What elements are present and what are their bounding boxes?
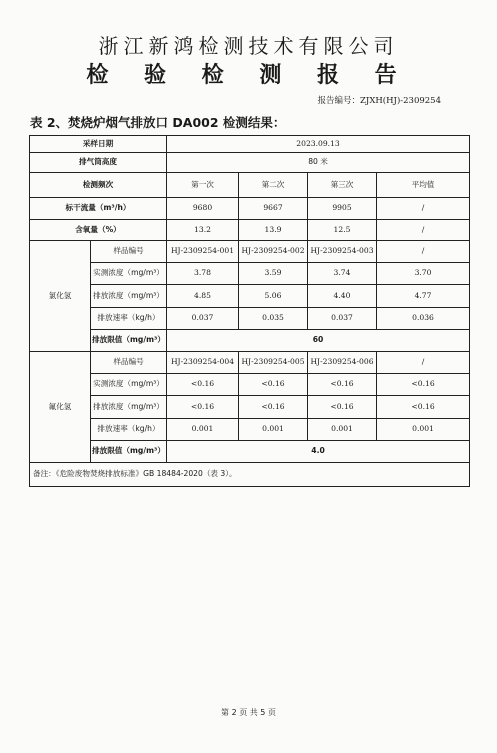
emission-rate-value: 0.037 [167, 308, 239, 330]
sample-id: HJ-2309254-001 [167, 241, 239, 263]
row-note [30, 463, 470, 487]
results-table [29, 135, 470, 487]
emission-conc-value: <0.16 [377, 396, 470, 419]
row-hcl-measured [30, 263, 470, 285]
emission-rate-value: 0.035 [239, 308, 308, 330]
stack-height-value: 80 米 [167, 153, 470, 173]
report-title: 检 验 检 测 报 告 [86, 63, 411, 88]
flow-label: 标干流量（m³/h） [30, 198, 167, 220]
sample-id: HJ-2309254-005 [239, 352, 308, 374]
emission-conc-value: <0.16 [239, 396, 308, 419]
report-number-value: ZJXH(HJ)-2309254 [360, 96, 441, 106]
measured-value: 3.70 [377, 263, 470, 285]
stack-height-label: 排气筒高度 [30, 153, 167, 173]
emission-rate-value: 0.001 [167, 419, 239, 441]
measured-value: <0.16 [308, 374, 377, 396]
measured-label: 实测浓度（mg/m³） [91, 263, 167, 285]
freq-avg: 平均值 [377, 173, 470, 198]
oxygen-label: 含氧量（%） [30, 220, 167, 241]
freq-1: 第一次 [167, 173, 239, 198]
row-hcl-emission-conc [30, 285, 470, 308]
sampling-date-label: 采样日期 [30, 136, 167, 153]
emission-conc-label: 排放浓度（mg/m³） [91, 396, 167, 419]
row-hf-emission-conc [30, 396, 470, 419]
row-oxygen [30, 220, 470, 241]
row-hf-samples [30, 352, 470, 374]
emission-rate-label: 排放速率（kg/h） [91, 419, 167, 441]
row-hf-emission-rate [30, 419, 470, 441]
emission-rate-value: 0.001 [377, 419, 470, 441]
emission-rate-value: 0.036 [377, 308, 470, 330]
row-hf-measured [30, 374, 470, 396]
sample-id: HJ-2309254-004 [167, 352, 239, 374]
page-number: 第 2 页 共 5 页 [221, 708, 276, 717]
emission-conc-value: 5.06 [239, 285, 308, 308]
emission-rate-value: 0.037 [308, 308, 377, 330]
emission-rate-value: 0.001 [239, 419, 308, 441]
oxygen-cell: 13.2 [167, 220, 239, 241]
row-hf-limit [30, 441, 470, 463]
measured-value: 3.78 [167, 263, 239, 285]
limit-label: 排放限值（mg/m³） [91, 441, 167, 463]
measured-value: <0.16 [167, 374, 239, 396]
report-number-label: 报告编号： [317, 96, 361, 106]
sample-id: HJ-2309254-002 [239, 241, 308, 263]
sampling-date-value: 2023.09.13 [167, 136, 470, 153]
emission-rate-value: 0.001 [308, 419, 377, 441]
emission-conc-value: <0.16 [167, 396, 239, 419]
emission-conc-value: <0.16 [308, 396, 377, 419]
company-name: 浙江新鸿检测技术有限公司 [98, 34, 399, 58]
limit-value: 60 [167, 330, 470, 352]
row-sampling-date [30, 136, 470, 153]
sample-label: 样品编号 [91, 241, 167, 263]
flow-cell: / [377, 198, 470, 220]
emission-rate-label: 排放速率（kg/h） [91, 308, 167, 330]
limit-label: 排放限值（mg/m³） [91, 330, 167, 352]
sample-id: HJ-2309254-003 [308, 241, 377, 263]
sample-id: HJ-2309254-006 [308, 352, 377, 374]
frequency-label: 检测频次 [30, 173, 167, 198]
report-number [318, 94, 441, 106]
sample-id: / [377, 241, 470, 263]
limit-value: 4.0 [167, 441, 470, 463]
measured-value: 3.59 [239, 263, 308, 285]
row-frequency [30, 173, 470, 198]
freq-2: 第二次 [239, 173, 308, 198]
row-hcl-emission-rate [30, 308, 470, 330]
measured-value: <0.16 [377, 374, 470, 396]
table-title: 表 2、焚烧炉烟气排放口 DA002 检测结果： [30, 115, 286, 130]
emission-conc-value: 4.85 [167, 285, 239, 308]
sample-id: / [377, 352, 470, 374]
table-note: 备注：《危险废物焚烧排放标准》GB 18484-2020（表 3）。 [30, 463, 470, 487]
pollutant-name-hcl: 氯化氢 [30, 241, 91, 352]
row-hcl-samples [30, 241, 470, 263]
flow-cell: 9680 [167, 198, 239, 220]
oxygen-cell: 12.5 [308, 220, 377, 241]
row-flow [30, 198, 470, 220]
measured-value: 3.74 [308, 263, 377, 285]
flow-cell: 9905 [308, 198, 377, 220]
emission-conc-label: 排放浓度（mg/m³） [91, 285, 167, 308]
emission-conc-value: 4.77 [377, 285, 470, 308]
oxygen-cell: 13.9 [239, 220, 308, 241]
row-stack-height [30, 153, 470, 173]
measured-value: <0.16 [239, 374, 308, 396]
sample-label: 样品编号 [91, 352, 167, 374]
oxygen-cell: / [377, 220, 470, 241]
flow-cell: 9667 [239, 198, 308, 220]
row-hcl-limit [30, 330, 470, 352]
freq-3: 第三次 [308, 173, 377, 198]
pollutant-name-hf: 氟化氢 [30, 352, 91, 463]
emission-conc-value: 4.40 [308, 285, 377, 308]
measured-label: 实测浓度（mg/m³） [91, 374, 167, 396]
